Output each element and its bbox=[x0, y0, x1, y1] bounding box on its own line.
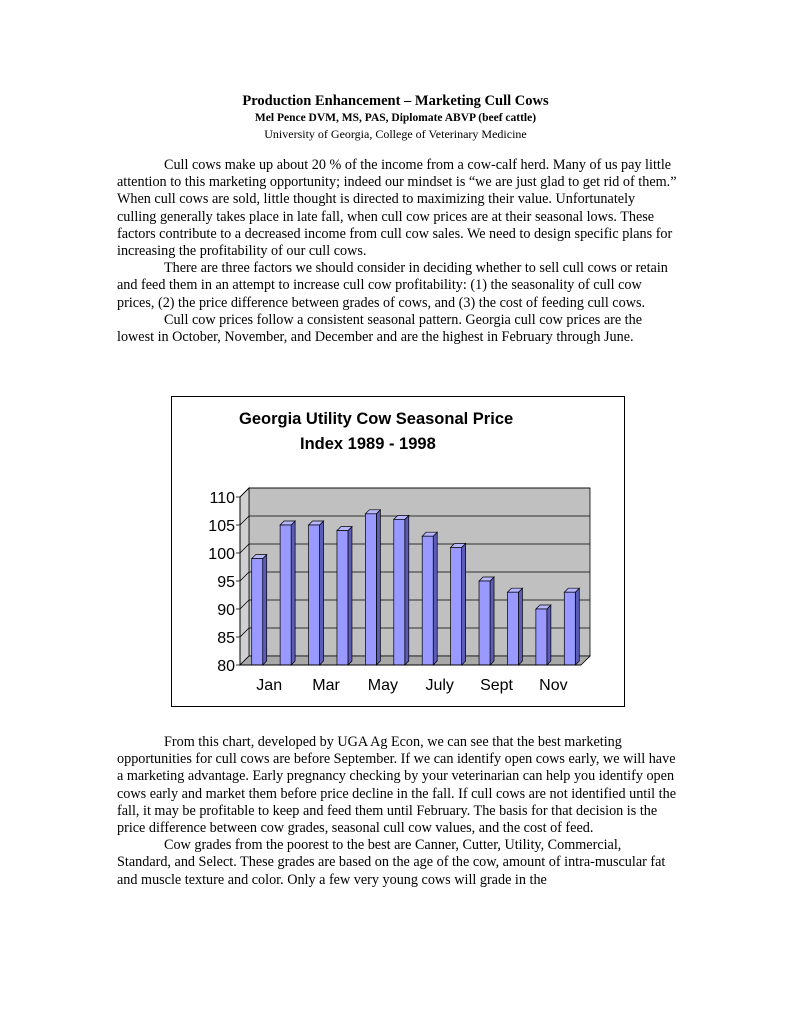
bar bbox=[394, 519, 405, 665]
bar-side bbox=[348, 527, 352, 665]
y-tick-label: 85 bbox=[217, 630, 235, 647]
bar-side bbox=[490, 577, 494, 665]
discussion-text bbox=[117, 734, 677, 889]
bar-side bbox=[376, 510, 380, 665]
bar-side bbox=[320, 521, 324, 665]
y-tick-label: 90 bbox=[217, 602, 235, 619]
bar bbox=[479, 581, 490, 665]
x-tick-label: Nov bbox=[539, 677, 568, 694]
bar-side bbox=[433, 532, 437, 665]
bar bbox=[365, 514, 376, 665]
paragraph: Cow grades from the poorest to the best are Canner, Cutter, Utility, Commercial, Standard, and Select. These grades are based on the age of the cow, amount of intra-muscular fat and muscle texture and color. Only a few very young cows will grade in the bbox=[117, 837, 666, 888]
affiliation-line: University of Georgia, College of Veterinary Medicine bbox=[264, 127, 527, 141]
y-tick-label: 110 bbox=[209, 490, 235, 507]
bar bbox=[337, 531, 348, 665]
bar bbox=[564, 592, 575, 665]
paragraph: There are three factors we should consider in deciding whether to sell cull cows or retain and feed them in an attempt to increase cull cow profitability: (1) the seasonality of cull cow prices, (2) the price difference between grades of cows, and (3) the cost of feeding cull cows. bbox=[117, 260, 668, 311]
intro-text bbox=[117, 157, 677, 346]
bar bbox=[280, 525, 291, 665]
y-tick-label: 100 bbox=[208, 546, 235, 563]
bar bbox=[252, 559, 263, 665]
author-line: Mel Pence DVM, MS, PAS, Diplomate ABVP (beef cattle) bbox=[254, 112, 537, 124]
paragraph: Cull cows make up about 20 % of the income from a cow-calf herd. Many of us pay little attention to this marketing opportunity; indeed our mindset is “we are just glad to get rid of them.” When cull cows are sold, little thought is directed to maximizing their value. Unfortunately culling generally takes place in late fall, when cull cow prices are at their seasonal lows. These factors contribute to a decreased income from cull cow sales. We need to design specific plans for increasing the profitability of our cull cows. bbox=[117, 157, 677, 260]
x-tick-label: Sept bbox=[480, 677, 514, 694]
chart-title-line-1: Georgia Utility Cow Seasonal Price bbox=[239, 410, 514, 428]
y-tick-label: 105 bbox=[208, 518, 235, 535]
bar-side bbox=[462, 543, 466, 665]
bar bbox=[422, 536, 433, 665]
bar bbox=[451, 547, 462, 665]
bar-chart-svg bbox=[172, 397, 624, 706]
bar-side bbox=[405, 515, 409, 665]
bar-side bbox=[547, 605, 551, 665]
bar bbox=[309, 525, 320, 665]
bar bbox=[536, 609, 547, 665]
paragraph: From this chart, developed by UGA Ag Econ, we can see that the best marketing opportunities for cull cows are before September. If we can identify open cows early, we will have a marketing advantage. Early pregnancy checking by your veterinarian can help you identify open cows early and market them before price decline in the fall. If cull cows are not identified until the fall, it may be profitable to keep and feed them until February. The basis for that decision is the price difference between cow grades, seasonal cull cow values, and the cost of feed. bbox=[117, 734, 677, 837]
chart-title-line-2: Index 1989 - 1998 bbox=[300, 435, 436, 453]
x-tick-label: May bbox=[367, 677, 398, 694]
bar-side bbox=[575, 588, 579, 665]
x-tick-label: July bbox=[425, 677, 454, 694]
x-tick-label: Jan bbox=[256, 677, 283, 694]
bar-side bbox=[263, 555, 267, 665]
y-tick-label: 80 bbox=[217, 658, 235, 675]
x-tick-label: Mar bbox=[312, 677, 340, 694]
bar bbox=[507, 592, 518, 665]
bar-side bbox=[291, 521, 295, 665]
price-index-chart bbox=[171, 396, 625, 707]
bar-side bbox=[518, 588, 522, 665]
paragraph: Cull cow prices follow a consistent seasonal pattern. Georgia cull cow prices are the lowest in October, November, and December and are the highest in February through June. bbox=[117, 311, 643, 346]
document-title: Production Enhancement – Marketing Cull Cows bbox=[242, 93, 549, 109]
y-tick-label: 95 bbox=[217, 574, 235, 591]
